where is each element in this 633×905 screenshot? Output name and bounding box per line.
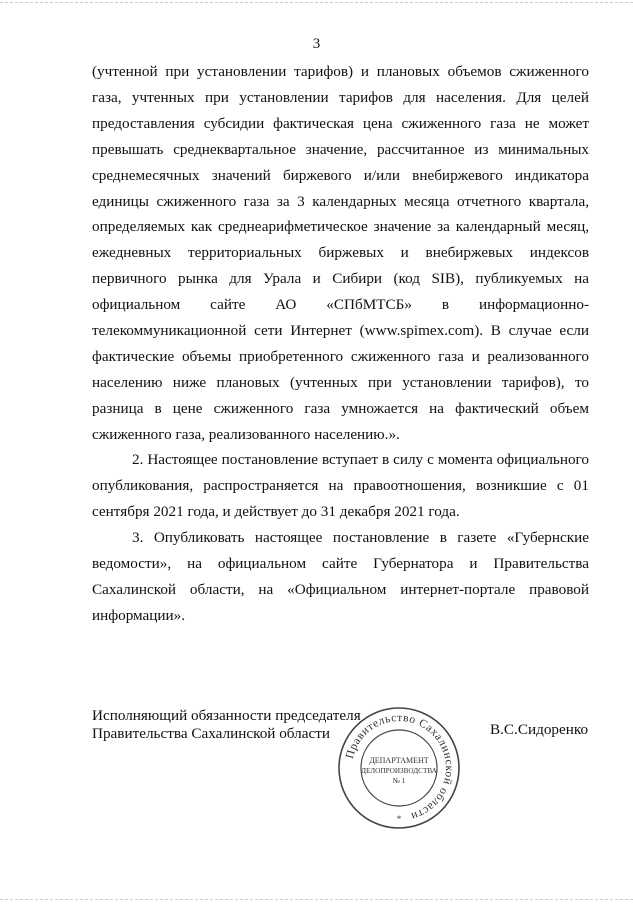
paragraph-3: 3. Опубликовать настоящее постановление в газете «Губернские ведомости», на официальном сайте Губернатора и Правительства Сахалинской области, на «Официальном интернет-портале правовой информации». xyxy=(92,529,589,624)
paragraph-continuation: (учтенной при установлении тарифов) и плановых объемов сжиженного газа, учтенных при установлении тарифов для населения. Для целей предоставления субсидии фактическая цена сжиженного газа не может превышать среднеквартальное значение, рассчитанное из минимальных среднемесячных значений биржевого и/или внебиржевого индикатора единицы сжиженного газа за 3 календарных месяца отчетного квартала, определяемых как среднеарифметическое значение за календарный месяц, ежедневных территориальных биржевых и внебиржевых индексов первичного рынка для Урала и Сибири (код SIB), публикуемых на официальном сайте АО «СПбМТСБ» в информационно-телекоммуникационной сети Интернет (www.spimex.com). В случае если фактические объемы приобретенного сжиженного газа и реализованного населению ниже плановых (учтенных при установлении тарифов), то разница в цене сжиженного газа умножается на фактический объем сжиженного газа, реализованного населению.». xyxy=(92,63,589,443)
signatory-position xyxy=(92,707,361,743)
scan-edge-top xyxy=(0,2,633,3)
page-number: 3 xyxy=(312,36,321,52)
svg-text:ДЕЛОПРОИЗВОДСТВА: ДЕЛОПРОИЗВОДСТВА xyxy=(361,767,437,775)
scan-edge-bottom xyxy=(0,899,633,900)
paragraph-2: 2. Настоящее постановление вступает в силу с момента официального опубликования, распространяется на правоотношения, возникшие с 01 сентября 2021 года, и действует до 31 декабря 2021 года. xyxy=(92,451,589,520)
svg-text:ДЕПАРТАМЕНТ: ДЕПАРТАМЕНТ xyxy=(369,756,429,765)
official-stamp xyxy=(336,705,462,831)
svg-text:Правительство Сахалинской обла: Правительство Сахалинской области xyxy=(343,711,456,823)
stamp-seal-icon xyxy=(336,705,462,831)
signatory-position-line2: Правительства Сахалинской области xyxy=(92,725,330,742)
signatory-position-line1: Исполняющий обязанности председателя xyxy=(92,707,361,724)
svg-text:*: * xyxy=(396,814,402,824)
signatory-name: В.С.Сидоренко xyxy=(490,721,589,738)
svg-text:№ 1: № 1 xyxy=(392,776,406,785)
